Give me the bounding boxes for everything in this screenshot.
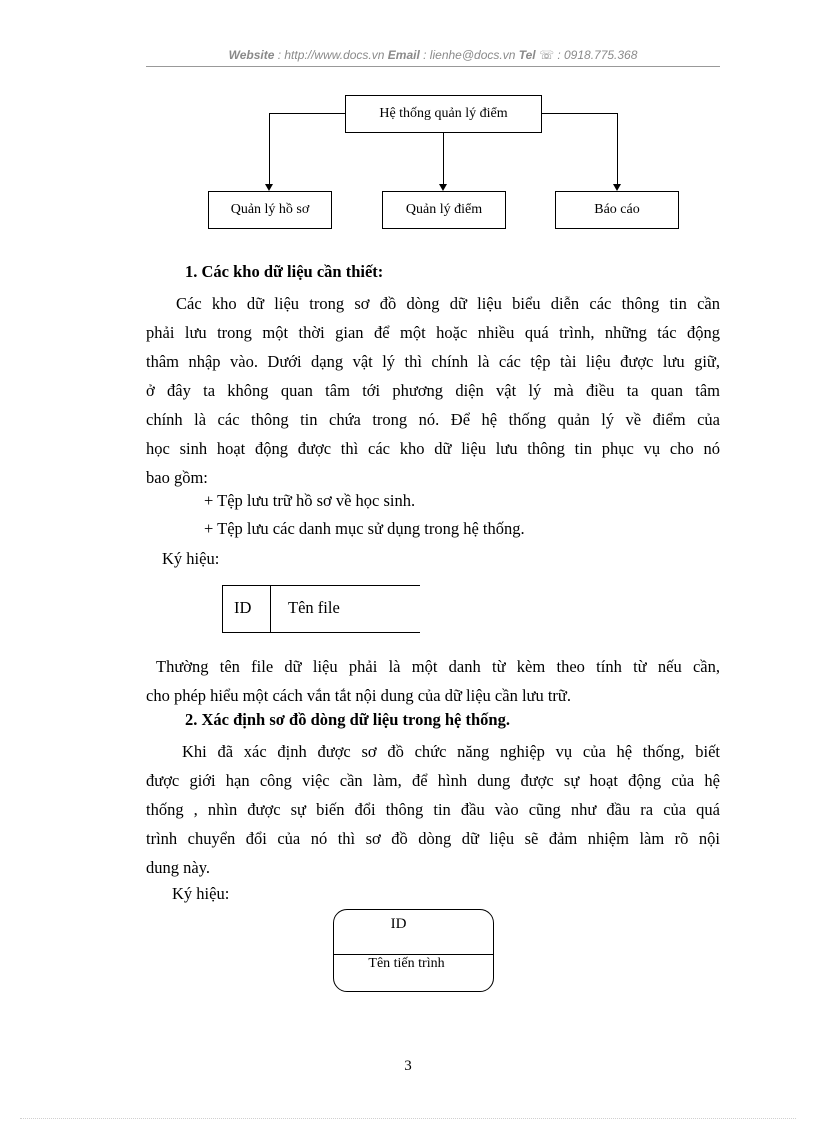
diagram-child-label: Quản lý hồ sơ	[230, 202, 310, 217]
arrow-right	[613, 184, 621, 191]
data-store-left-border	[222, 586, 223, 632]
header-divider	[146, 66, 720, 67]
paragraph-line: Thường tên file dữ liệu phải là một danh từ kèm theo tính từ nếu cần,	[156, 657, 720, 676]
paragraph-line: trình chuyển đổi của nó thì sơ đồ dòng dữ liệu sẽ đảm nhiệm làm rõ nội	[146, 829, 720, 848]
connector-left-horizontal	[269, 113, 345, 114]
section-heading: 1. Các kho dữ liệu cần thiết:	[185, 262, 384, 281]
data-store-id: ID	[234, 598, 252, 617]
connector-right-vertical	[617, 113, 618, 184]
symbol-label: Ký hiệu:	[172, 884, 230, 903]
paragraph-line: Khi đã xác định được sơ đồ chức năng nghiệp vụ của hệ thống, biết	[182, 742, 720, 761]
section-paragraph	[146, 289, 720, 492]
page-header	[146, 48, 720, 62]
process-symbol	[333, 909, 494, 992]
bullet-item: + Tệp lưu trữ hồ sơ về học sinh.	[204, 491, 416, 510]
diagram-root-label: Hệ thống quản lý điểm	[379, 106, 508, 121]
paragraph-line: chính là các thông tin chứa trong nó. Để hệ thống quản lý về điểm của	[146, 410, 720, 429]
data-store-name: Tên file	[288, 598, 340, 617]
page-number: 3	[404, 1058, 412, 1074]
website-value: : http://www.docs.vn	[277, 48, 385, 62]
diagram-root-box	[345, 95, 542, 133]
diagram-child-box	[555, 191, 679, 229]
diagram-child-box	[208, 191, 332, 229]
tel-value: : 0918.775.368	[557, 48, 638, 62]
diagram-child-box	[382, 191, 506, 229]
arrow-left	[265, 184, 273, 191]
diagram-child-label: Báo cáo	[594, 202, 640, 217]
paragraph-line: được giới hạn công việc cần làm, để hình dung được sự hoạt động của hệ	[146, 771, 720, 790]
section-paragraph	[146, 737, 720, 882]
paragraph-line: ở đây ta không quan tâm tới phương diện vật lý mà điều ta quan tâm	[146, 381, 720, 400]
email-label: Email	[387, 48, 420, 62]
section-heading: 2. Xác định sơ đồ dòng dữ liệu trong hệ thống.	[185, 710, 510, 729]
symbol-label: Ký hiệu:	[162, 549, 220, 568]
footer-divider	[20, 1118, 796, 1119]
paragraph-line: phải lưu trong một thời gian để một hoặc nhiều quá trình, những tác động	[146, 323, 720, 342]
bullet-item: + Tệp lưu các danh mục sử dụng trong hệ thống.	[204, 519, 525, 538]
paragraph-line: cho phép hiểu một cách vắn tắt nội dung của dữ liệu cần lưu trữ.	[146, 686, 571, 705]
diagram-child-label: Quản lý điểm	[405, 202, 483, 217]
process-name: Tên tiến trình	[368, 956, 445, 971]
connector-middle-vertical	[443, 133, 444, 184]
paragraph-line: học sinh hoạt động được thì các kho dữ liệu lưu thông tin phục vụ cho nó	[146, 439, 720, 458]
connector-right-horizontal	[542, 113, 617, 114]
email-value: : lienhe@docs.vn	[423, 48, 516, 62]
arrow-middle	[439, 184, 447, 191]
phone-icon: ☏	[538, 48, 554, 62]
data-store-symbol	[222, 585, 420, 633]
connector-left-vertical	[269, 113, 270, 184]
paragraph-line: bao gồm:	[146, 468, 208, 487]
tel-label: Tel	[518, 48, 536, 62]
paragraph-line: thâm nhập vào. Dưới dạng vật lý thì chính là các tệp tài liệu được lưu giữ,	[146, 352, 720, 371]
website-label: Website	[228, 48, 275, 62]
process-divider	[334, 954, 493, 955]
note-paragraph	[146, 652, 720, 710]
process-id: ID	[390, 916, 407, 932]
paragraph-line: thống , nhìn được sự biến đổi thông tin đầu vào cũng như đầu ra của quá	[146, 800, 720, 819]
data-store-divider	[270, 586, 271, 632]
paragraph-line: dung này.	[146, 858, 211, 877]
paragraph-line: Các kho dữ liệu trong sơ đồ dòng dữ liệu biểu diễn các thông tin cần	[176, 294, 720, 313]
